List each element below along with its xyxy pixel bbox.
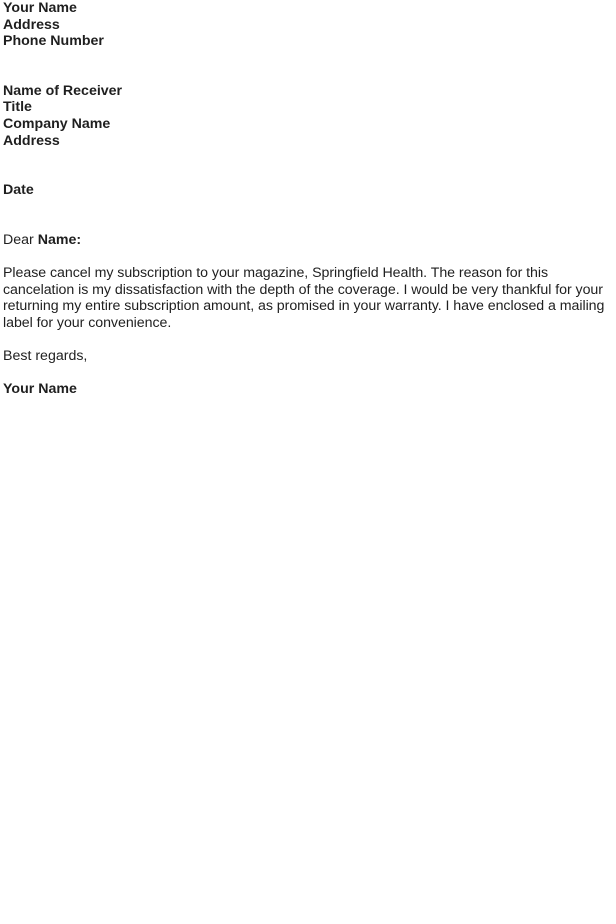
receiver-block	[3, 83, 609, 149]
closing-block	[3, 348, 609, 365]
receiver-title: Title	[3, 99, 32, 116]
salutation-name: Name:	[37, 231, 82, 248]
sender-block	[3, 0, 609, 50]
letter-body	[3, 265, 609, 331]
receiver-name: Name of Receiver	[3, 82, 123, 99]
letter-date: Date	[3, 182, 34, 199]
salutation	[3, 232, 609, 249]
signature-block	[3, 381, 609, 398]
sender-address: Address	[3, 16, 60, 33]
closing-phrase: Best regards,	[3, 347, 88, 364]
date-block	[3, 182, 609, 199]
letter-document	[3, 0, 609, 398]
body-paragraph: Please cancel my subscription to your magazine, Springfield Health. The reason for this cancelation is my dissatisfaction with the depth of the coverage. I would be very thankful for your returning my entire subscription amount, as promised in your warranty. I have enclosed a mailing label for your convenience.	[3, 264, 605, 331]
sender-name: Your Name	[3, 0, 77, 16]
sender-phone: Phone Number	[3, 33, 104, 50]
salutation-greeting: Dear	[3, 231, 34, 248]
signature-name: Your Name	[3, 381, 77, 398]
receiver-company: Company Name	[3, 115, 111, 132]
receiver-address: Address	[3, 132, 60, 149]
